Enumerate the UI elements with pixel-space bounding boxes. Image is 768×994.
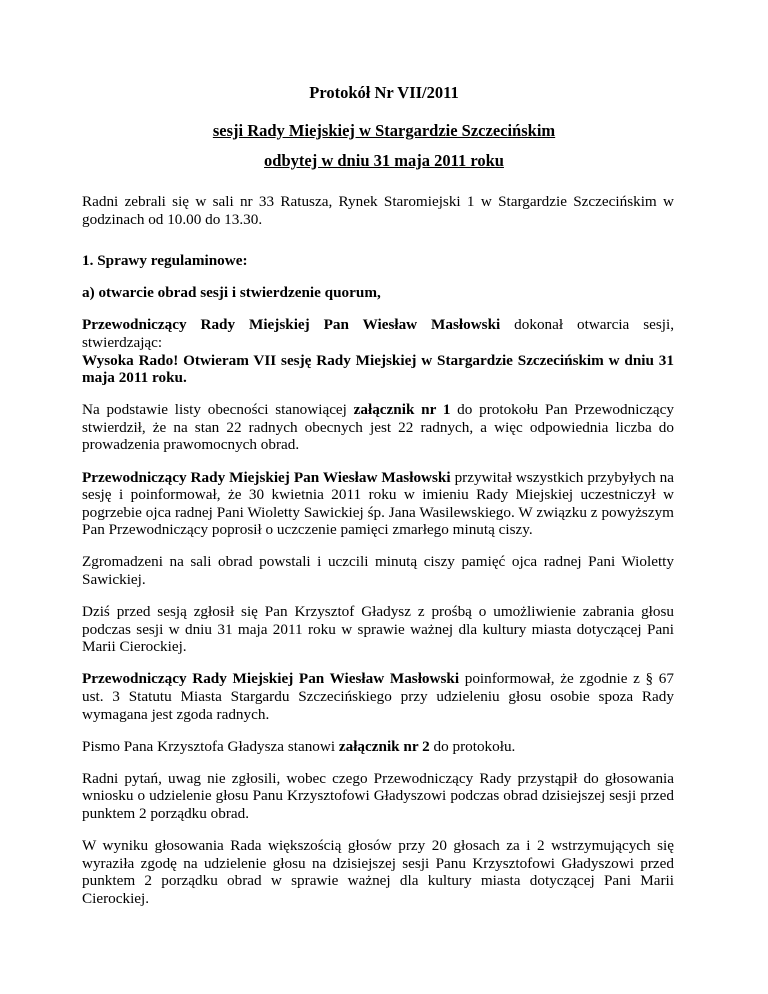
chairman-name: Przewodniczący Rady Miejskiej Pan Wiesław Masłowski bbox=[82, 316, 501, 334]
attachment-1-ref: załącznik nr 1 bbox=[353, 401, 451, 419]
vote-call-paragraph: Radni pytań, uwag nie zgłosili, wobec czego Przewodniczący Rady przystąpił do głosowania wniosku o udzielenie głosu Panu Krzysztofowi Gładyszowi podczas obrad dzisiejszej sesji przed punktem 2 porządku obrad. bbox=[82, 769, 674, 822]
section-heading: 1. Sprawy regulaminowe: bbox=[82, 252, 248, 270]
chairman-name: Przewodniczący Rady Miejskiej Pan Wiesław Masłowski bbox=[82, 468, 451, 486]
request-paragraph: Dziś przed sesją zgłosił się Pan Krzysztof Gładysz z prośbą o umożliwienie zabrania głosu podczas sesji w dniu 31 maja 2011 roku w sprawie ważnej dla kultury miasta dotyczącej Pani Marii Cierockiej. bbox=[82, 603, 674, 656]
silence-paragraph: Zgromadzeni na sali obrad powstali i uczcili minutą ciszy pamięć ojca radnej Pani Wioletty Sawickiej. bbox=[82, 553, 674, 588]
opening-text: dokonał otwarcia sesji, stwierdzając: bbox=[82, 316, 674, 351]
opening-paragraph bbox=[82, 316, 674, 386]
quorum-text-a: Na podstawie listy obecności stanowiącej bbox=[82, 401, 354, 419]
protocol-title: Protokół Nr VII/2011 bbox=[309, 83, 459, 102]
chairman-name: Przewodniczący Rady Miejskiej Pan Wiesław Masłowski bbox=[82, 670, 460, 688]
opening-quote: Wysoka Rado! Otwieram VII sesję Rady Miejskiej w Stargardzie Szczecińskim w dniu 31 maja 2011 roku. bbox=[82, 351, 674, 387]
quorum-text-b: do protokołu Pan Przewodniczący stwierdził, że na stan 22 radnych obecnych jest 22 radnych, a więc odpowiednia liczba do prowadzenia prawomocnych obrad. bbox=[82, 401, 674, 454]
quorum-paragraph bbox=[82, 401, 674, 454]
session-subtitle: sesji Rady Miejskiej w Stargardzie Szczecińskim bbox=[212, 121, 556, 140]
vote-result-paragraph: W wyniku głosowania Rada większością głosów przy 20 głosach za i 2 wstrzymujących się wyraziła zgodę na udzielenie głosu na dzisiejszej sesji Panu Krzysztofowi Gładyszowi przed punktem 2 porządku obrad w sprawie ważnej dla kultury miasta dotyczącej Pani Marii Cierockiej. bbox=[82, 837, 674, 907]
session-date: odbytej w dniu 31 maja 2011 roku bbox=[264, 151, 504, 170]
statute-paragraph bbox=[82, 670, 674, 723]
venue-paragraph: Radni zebrali się w sali nr 33 Ratusza, Rynek Staromiejski 1 w Stargardzie Szczecińskim w godzinach od 10.00 do 13.30. bbox=[82, 193, 674, 228]
letter-text-b: do protokołu. bbox=[429, 737, 516, 755]
statute-text: poinformował, że zgodnie z § 67 ust. 3 Statutu Miasta Stargardu Szczecińskiego przy udzieleniu głosu osobie spoza Rady wymagana jest zgoda radnych. bbox=[82, 670, 674, 723]
attachment-2-ref: załącznik nr 2 bbox=[338, 737, 430, 755]
subsection-heading: a) otwarcie obrad sesji i stwierdzenie quorum, bbox=[82, 284, 381, 302]
welcome-paragraph bbox=[82, 469, 674, 539]
welcome-text: przywitał wszystkich przybyłych na sesję i poinformował, że 30 kwietnia 2011 roku w imieniu Rady Miejskiej uczestniczył w pogrzebie ojca radnej Pani Wioletty Sawickiej śp. Jana Wasilewskiego. W związku z powyższym Pan Przewodniczący poprosił o uczczenie pamięci zmarłego minutą ciszy. bbox=[82, 468, 674, 539]
protocol-body bbox=[82, 193, 674, 922]
letter-text-a: Pismo Pana Krzysztofa Gładysza stanowi bbox=[82, 737, 339, 755]
letter-paragraph bbox=[82, 738, 674, 756]
